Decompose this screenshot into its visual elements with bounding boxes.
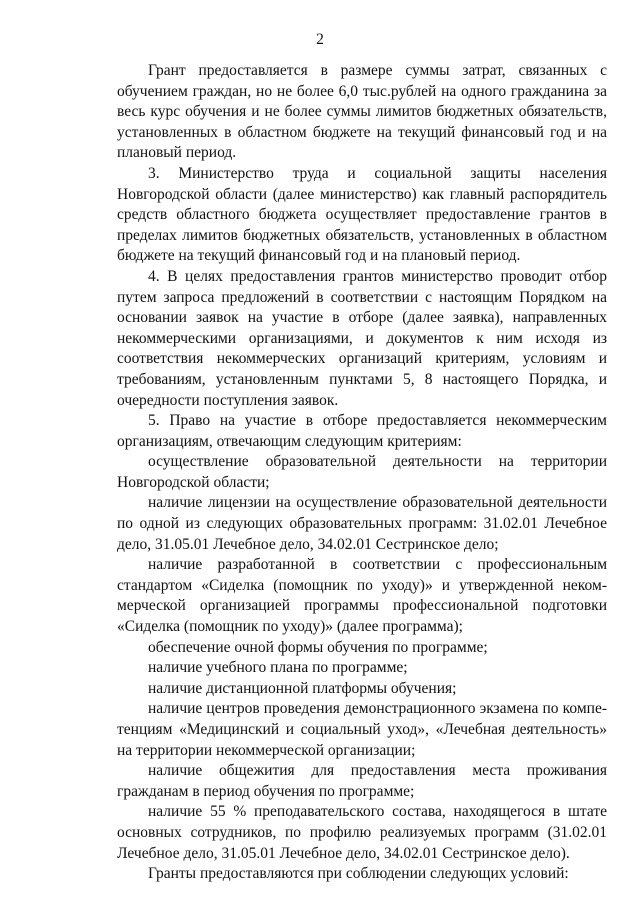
criterion-exam-centers: наличие центров проведения демонстрационного экзамена по компетенциям «Медицинский и социальный уход», «Лечебная деятельность» на территории некоммерческой организации; (117, 700, 607, 759)
page-number: 2 (316, 31, 324, 48)
document-body (117, 61, 607, 885)
criterion-program: наличие разработанной в соответствии с профессиональным стандартом «Сиделка (помощник по уходу)» и утвержденной некоммерческой организацией программы профессиональной подготовки «Сиделка (помощник по уходу)» (далее программа); (117, 556, 607, 636)
paragraph-grant-conditions: Гранты предоставляются при соблюдении следующих условий: (148, 865, 569, 883)
criterion-dormitory: наличие общежития для предоставления места проживания гражданам в период обучения по программе; (117, 762, 607, 800)
paragraph-item-4: 4. В целях предоставления грантов министерство проводит отбор путем запроса предложений в соответствии с настоящим Порядком на основании заявок на участие в отборе (далее заявка), направленных некоммерческими организациями, и документов к ним исходя из соответствия некоммерческих организаций критериям, условиям и требованиям, установленным пунктами 5, 8 настоящего Порядка, и очередности поступления заявок. (117, 267, 607, 409)
criterion-license: наличие лицензии на осуществление образовательной деятельности по одной из следующих образовательных программ: 31.02.01 Лечебное дело, 31.05.01 Лечебное дело, 34.02.01 Сестринское дело; (117, 494, 607, 553)
criterion-remote-platform: наличие дистанционной платформы обучения; (148, 679, 457, 697)
criterion-curriculum: наличие учебного плана по программе; (148, 659, 408, 677)
criterion-full-time: обеспечение очной формы обучения по программе; (148, 638, 488, 656)
criterion-educational-activity: осуществление образовательной деятельности на территории Новгородской области; (117, 453, 607, 491)
paragraph-grant-amount: Грант предоставляется в размере суммы затрат, связанных с обучением граждан, но не более 6,0 тыс.рублей на одного гражданина за весь курс обучения и не более суммы лимитов бюджетных обязательств, установленных в областном бюджете на текущий финансовый год и на плановый период. (117, 62, 607, 162)
paragraph-item-5: 5. Право на участие в отборе предоставляется некоммерческим организациям, отвечающим следующим критериям: (117, 412, 607, 450)
paragraph-item-3: 3. Министерство труда и социальной защиты населения Новгородской области (далее министерство) как главный распорядитель средств областного бюджета осуществляет предоставление грантов в пределах лимитов бюджетных обязательств, установленных в областном бюджете на текущий финансовый год и на плановый период. (117, 164, 607, 265)
criterion-teaching-staff: наличие 55 % преподавательского состава, находящегося в штате основных сотрудников, по профилю реализуемых программ (31.02.01 Лечебное дело, 31.05.01 Лечебное дело, 34.02.01 Сестринское дело). (117, 803, 607, 862)
